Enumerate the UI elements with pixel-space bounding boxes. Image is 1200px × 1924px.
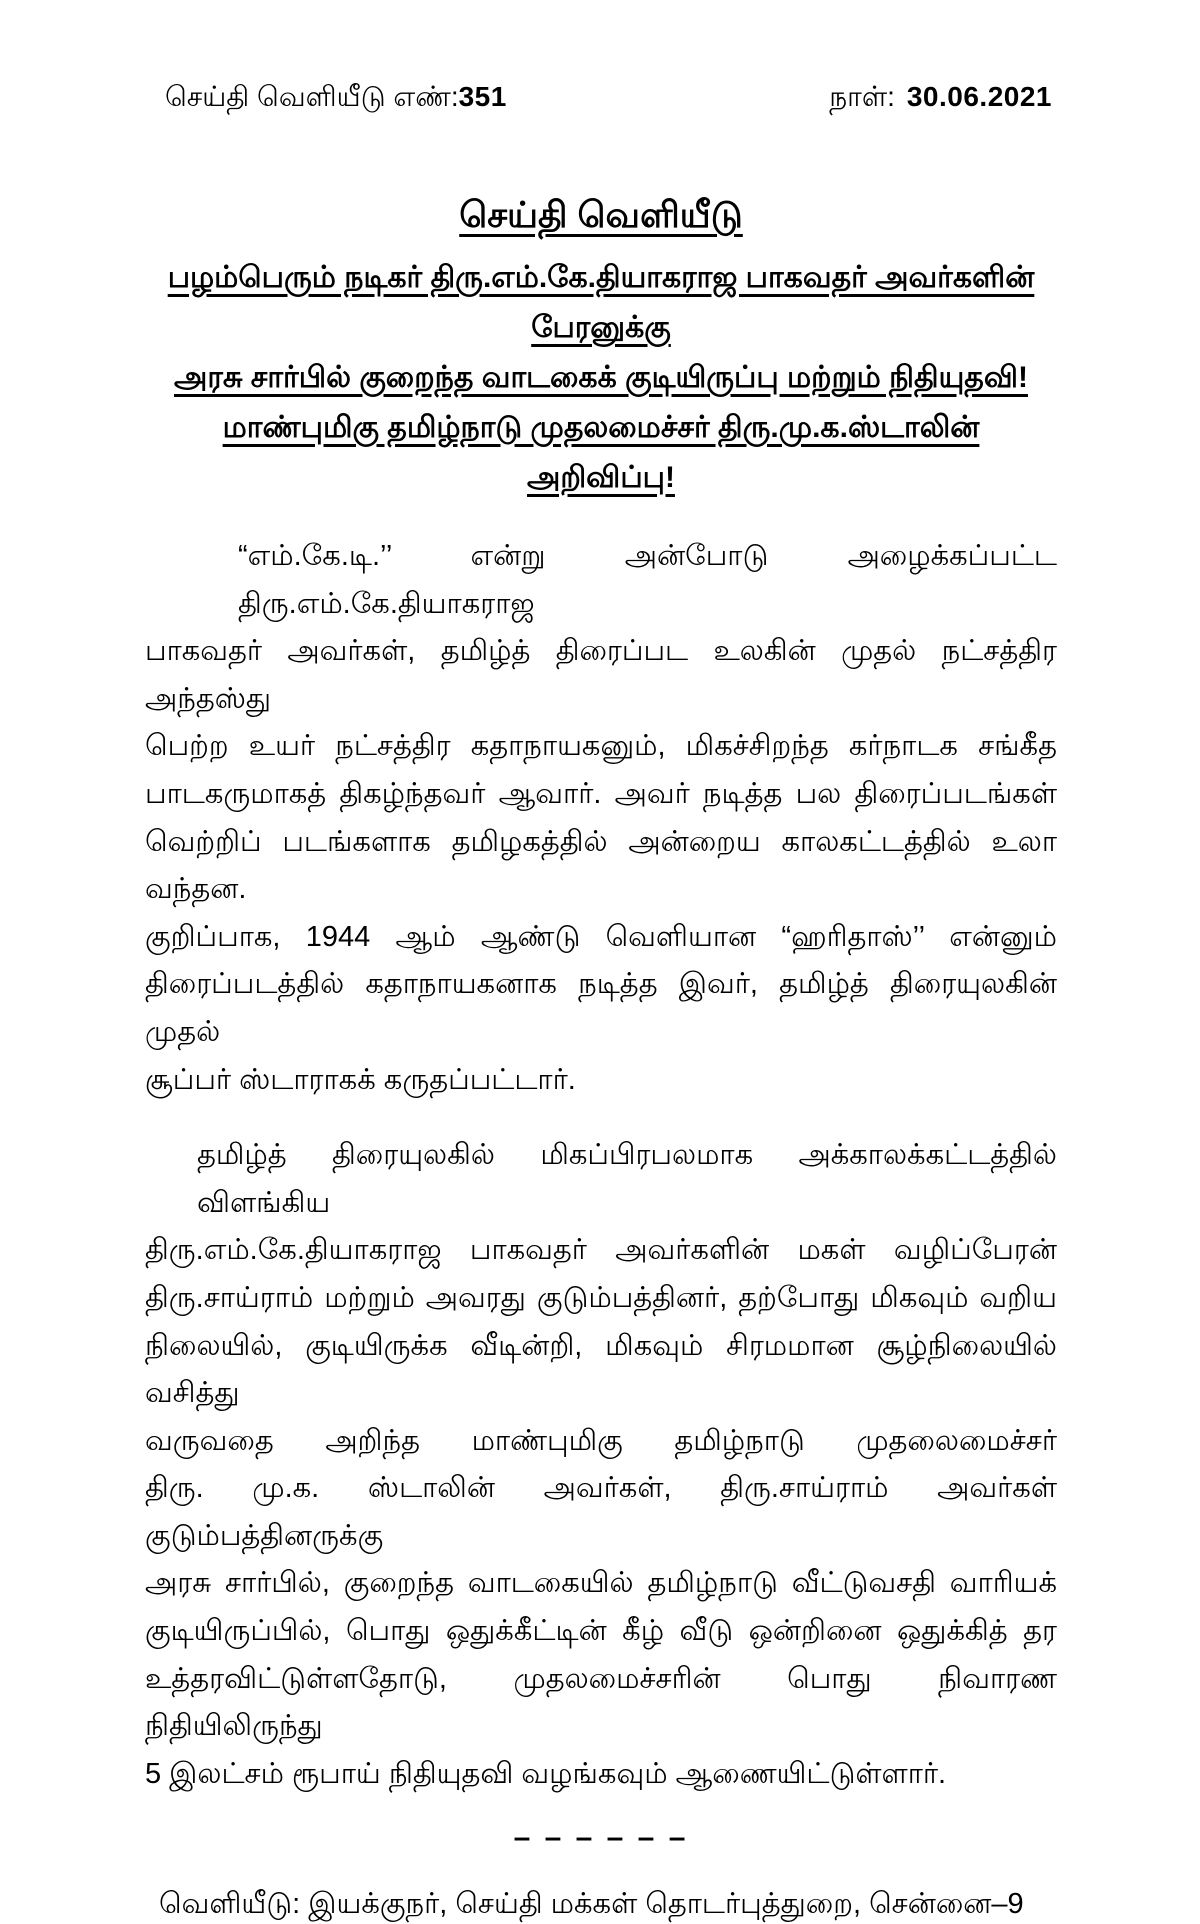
subtitle-line: மாண்புமிகு தமிழ்நாடு முதலமைச்சர் திரு.மு.க.ஸ்டாலின் அறிவிப்பு! bbox=[222, 411, 980, 494]
paragraph-1 bbox=[145, 533, 1057, 1104]
release-date-line bbox=[829, 78, 1052, 115]
date-label: நாள்: bbox=[829, 81, 895, 112]
subtitle-line: பழம்பெரும் நடிகர் திரு.எம்.கே.தியாகராஜ பாகவதர் அவர்களின் பேரனுக்கு bbox=[167, 261, 1035, 344]
paragraph-line: திரு. மு.க. ஸ்டாலின் அவர்கள், திரு.சாய்ராம் அவர்கள் குடும்பத்தினருக்கு bbox=[145, 1472, 1057, 1552]
paragraph-line: திரு.எம்.கே.தியாகராஜ பாகவதர் அவர்களின் மகள் வழிப்பேரன் bbox=[145, 1234, 1057, 1267]
paragraph-line: 5 இலட்சம் ரூபாய் நிதியுதவி வழங்கவும் ஆணையிட்டுள்ளார். bbox=[145, 1757, 947, 1790]
paragraph-line: பாடகருமாகத் திகழ்ந்தவர் ஆவார். அவர் நடித்த பல திரைப்படங்கள் bbox=[145, 777, 1057, 810]
subtitle-line: அரசு சார்பில் குறைந்த வாடகைக் குடியிருப்பு மற்றும் நிதியுதவி! bbox=[174, 361, 1028, 394]
date-value: 30.06.2021 bbox=[906, 81, 1052, 112]
issuer-line: வெளியீடு: இயக்குநர், செய்தி மக்கள் தொடர்புத்துறை, சென்னை–9 bbox=[159, 1888, 1024, 1921]
paragraph-line: சூப்பர் ஸ்டாராகக் கருதப்பட்டார். bbox=[145, 1063, 576, 1096]
document-header bbox=[145, 78, 1057, 115]
paragraph-line: தமிழ்த் திரையுலகில் மிகப்பிரபலமாக அக்காலக்கட்டத்தில் விளங்கிய bbox=[197, 1139, 1057, 1219]
dash-separator: – – – – – – bbox=[513, 1821, 689, 1855]
paragraph-line: குறிப்பாக, 1944 ஆம் ஆண்டு வெளியான “ஹரிதாஸ்’’ என்னும் bbox=[145, 920, 1057, 953]
paragraph-line: பாகவதர் அவர்கள், தமிழ்த் திரைப்பட உலகின் முதல் நட்சத்திர அந்தஸ்து bbox=[145, 635, 1057, 715]
paragraph-line: உத்தரவிட்டுள்ளதோடு, முதலமைச்சரின் பொது நிவாரண நிதியிலிருந்து bbox=[145, 1662, 1057, 1743]
page-title bbox=[145, 191, 1057, 239]
paragraph-line: “எம்.கே.டி.’’ என்று அன்போடு அழைக்கப்பட்ட திரு.எம்.கே.தியாகராஜ bbox=[238, 540, 1057, 620]
paragraph-line: குடியிருப்பில், பொது ஒதுக்கீட்டின் கீழ் வீடு ஒன்றினை ஒதுக்கித் தர bbox=[145, 1615, 1057, 1648]
release-number-value: 351 bbox=[458, 81, 507, 112]
paragraph-2 bbox=[145, 1132, 1057, 1798]
paragraph-line: வருவதை அறிந்த மாண்புமிகு தமிழ்நாடு முதலைமைச்சர் bbox=[145, 1424, 1057, 1457]
paragraph-line: திரைப்படத்தில் கதாநாயகனாக நடித்த இவர், தமிழ்த் திரையுலகின் முதல் bbox=[145, 968, 1057, 1048]
paragraph-line: திரு.சாய்ராம் மற்றும் அவரது குடும்பத்தினர், தற்போது மிகவும் வறிய bbox=[145, 1281, 1057, 1314]
release-number-label: செய்தி வெளியீடு எண்: bbox=[165, 81, 459, 112]
page-title-text: செய்தி வெளியீடு bbox=[459, 194, 743, 235]
paragraph-line: நிலையில், குடியிருக்க வீடின்றி, மிகவும் சிரமமான சூழ்நிலையில் வசித்து bbox=[145, 1329, 1057, 1410]
release-number-line bbox=[165, 78, 507, 115]
paragraph-line: பெற்ற உயர் நட்சத்திர கதாநாயகனும், மிகச்சிறந்த கர்நாடக சங்கீத bbox=[145, 730, 1057, 763]
subtitle-block bbox=[145, 253, 1057, 503]
paragraph-line: அரசு சார்பில், குறைந்த வாடகையில் தமிழ்நாடு வீட்டுவசதி வாரியக் bbox=[145, 1567, 1057, 1600]
paragraph-line: வெற்றிப் படங்களாக தமிழகத்தில் அன்றைய காலகட்டத்தில் உலா வந்தன. bbox=[145, 825, 1057, 906]
